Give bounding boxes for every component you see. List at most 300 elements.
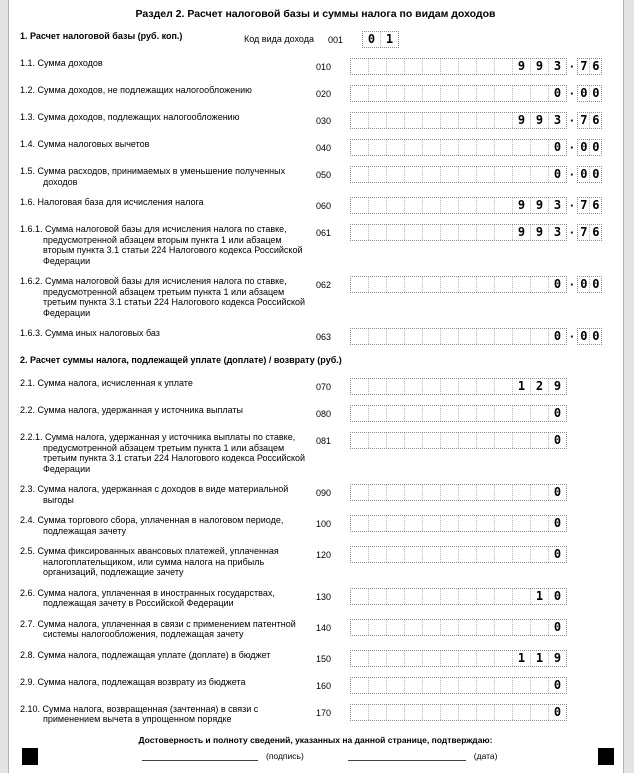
digit-cell <box>441 140 459 155</box>
digit-cell: 9 <box>531 59 549 74</box>
amount-field-rubles[interactable] <box>350 166 567 183</box>
value-wrap <box>350 166 602 183</box>
digit-cell: 0 <box>553 485 562 499</box>
signature-label: (подпись) <box>266 750 304 761</box>
digit-cell: 1 <box>513 651 531 666</box>
digit-cell <box>405 140 423 155</box>
digit-cell <box>441 485 459 500</box>
value-wrap <box>362 31 399 48</box>
row-label: 1.3. Сумма доходов, подлежащих налогообложению <box>20 112 240 122</box>
digit-cell <box>513 86 531 101</box>
digit-cell: 3 <box>553 113 562 127</box>
digit-cell <box>441 406 459 421</box>
digit-cell <box>513 406 531 421</box>
digit-cell <box>405 59 423 74</box>
digit-cell <box>495 140 513 155</box>
field-code: 061 <box>316 228 332 238</box>
field-code: 040 <box>316 143 332 153</box>
digit-cell <box>459 651 477 666</box>
digit-cell: 6 <box>592 113 600 127</box>
digit-cell <box>423 651 441 666</box>
value-wrap <box>350 328 602 345</box>
digit-cell <box>495 59 513 74</box>
digit-cell <box>531 86 549 101</box>
amount-field-rubles[interactable] <box>350 58 567 75</box>
digit-cell: 0 <box>553 677 562 692</box>
amount-field-rubles[interactable] <box>350 588 567 605</box>
page-edge-left <box>0 0 9 773</box>
value-wrap <box>350 224 602 241</box>
amount-field-rubles[interactable] <box>350 276 567 293</box>
form-row <box>9 276 622 318</box>
digit-cell <box>369 433 387 448</box>
row-label: 2.10. Сумма налога, возвращенная (зачтенная) в связи с применением вычета в упрощенном порядке <box>20 703 259 724</box>
amount-field-kopecks[interactable] <box>577 224 602 241</box>
field-code: 140 <box>316 622 332 633</box>
digit-cell: 0 <box>553 516 562 530</box>
digit-cell <box>495 113 513 128</box>
row-label: 1.6.2. Сумма налоговой базы для исчисления налога по ставке, предусмотренной абзацем третьим пункта 1 или абзацем третьим пункта 3.1 статьи 224 Налогового кодекса Российской Федерации <box>20 276 306 318</box>
digit-cell <box>441 329 459 344</box>
form-row <box>9 328 622 345</box>
digit-cell <box>477 651 495 666</box>
digit-cell <box>351 678 369 693</box>
digit-cell: 9 <box>531 113 549 128</box>
amount-field-rubles[interactable] <box>350 704 567 721</box>
digit-cell <box>351 485 369 500</box>
digit-cell: 1 <box>385 32 394 46</box>
digit-cell <box>387 485 405 500</box>
digit-cell <box>477 589 495 604</box>
digit-cell <box>531 277 549 292</box>
digit-cell <box>405 277 423 292</box>
row-label: 2.7. Сумма налога, уплаченная в связи с применением патентной системы налогообложения, подлежащая зачету <box>20 618 296 639</box>
digit-cell <box>531 485 549 500</box>
registration-mark-bottom-left <box>22 748 38 765</box>
digit-cell <box>405 406 423 421</box>
decimal-separator: · <box>570 140 575 155</box>
amount-field-rubles[interactable] <box>350 405 567 422</box>
digit-cell <box>477 547 495 562</box>
digit-cell <box>369 140 387 155</box>
digit-cell <box>495 167 513 182</box>
digit-cell <box>531 678 549 693</box>
digit-cell <box>477 59 495 74</box>
value-wrap <box>350 677 567 694</box>
decimal-separator: · <box>570 59 575 74</box>
digit-cell: 9 <box>513 225 531 240</box>
value-wrap <box>350 85 602 102</box>
digit-cell <box>477 516 495 531</box>
digit-cell <box>423 198 441 213</box>
digit-cell <box>369 59 387 74</box>
digit-cell: 0 <box>578 167 590 182</box>
amount-field-rubles[interactable] <box>350 546 567 563</box>
digit-cell <box>495 516 513 531</box>
row-label: 2.2.1. Сумма налога, удержанная у источника выплаты по ставке, предусмотренной абзацем третьим пункта 1 или абзацем третьим пункта 3.1 статьи 224 Налогового кодекса Российской Федерации <box>20 432 306 474</box>
digit-cell <box>531 516 549 531</box>
digit-cell <box>531 433 549 448</box>
digit-cell <box>513 485 531 500</box>
digit-cell <box>423 406 441 421</box>
field-code: 081 <box>316 436 332 446</box>
income-code-label: Код вида дохода <box>244 34 314 44</box>
value-wrap <box>350 515 567 532</box>
value-wrap <box>350 139 602 156</box>
form-row <box>9 166 622 187</box>
digit-cell <box>423 516 441 531</box>
digit-cell: 7 <box>578 225 590 240</box>
digit-cell: 9 <box>553 379 562 393</box>
digit-cell <box>459 86 477 101</box>
digit-cell <box>495 433 513 448</box>
digit-cell <box>405 705 423 720</box>
digit-cell <box>369 589 387 604</box>
digit-cell <box>387 225 405 240</box>
value-wrap <box>350 112 602 129</box>
digit-cell <box>513 167 531 182</box>
digit-cell <box>387 167 405 182</box>
form-row <box>9 378 622 395</box>
digit-cell: 7 <box>578 198 590 213</box>
digit-cell: 1 <box>531 589 549 604</box>
digit-cell <box>405 86 423 101</box>
digit-cell <box>387 277 405 292</box>
digit-cell <box>441 198 459 213</box>
digit-cell <box>369 485 387 500</box>
field-code: 050 <box>316 170 332 180</box>
digit-cell <box>459 167 477 182</box>
amount-field-kopecks[interactable] <box>577 197 602 214</box>
digit-cell <box>351 59 369 74</box>
digit-cell <box>459 379 477 394</box>
digit-cell <box>387 406 405 421</box>
row-label: 2.8. Сумма налога, подлежащая уплате (доплате) в бюджет <box>20 649 271 660</box>
digit-cell <box>351 705 369 720</box>
digit-cell <box>423 620 441 635</box>
section1-rows <box>9 58 622 345</box>
digit-cell: 0 <box>592 140 600 154</box>
digit-cell: 0 <box>592 86 600 100</box>
form-row <box>9 677 622 694</box>
field-code: 160 <box>316 680 332 691</box>
field-code: 062 <box>316 280 332 290</box>
digit-cell: 9 <box>531 198 549 213</box>
digit-cell <box>351 589 369 604</box>
digit-cell: 0 <box>578 277 590 292</box>
digit-cell <box>477 406 495 421</box>
digit-cell <box>477 379 495 394</box>
form-row <box>9 546 622 578</box>
digit-cell <box>495 277 513 292</box>
amount-field-rubles[interactable] <box>350 432 567 449</box>
digit-cell: 0 <box>578 86 590 101</box>
digit-cell <box>423 547 441 562</box>
digit-cell <box>423 589 441 604</box>
field-code: 030 <box>316 116 332 126</box>
digit-cell <box>351 140 369 155</box>
digit-cell <box>495 225 513 240</box>
digit-cell: 9 <box>513 113 531 128</box>
digit-cell <box>441 379 459 394</box>
row-label: 2.1. Сумма налога, исчисленная к уплате <box>20 378 193 388</box>
digit-cell <box>477 433 495 448</box>
amount-field-rubles[interactable] <box>350 515 567 532</box>
digit-cell <box>369 705 387 720</box>
digit-cell <box>387 329 405 344</box>
digit-cell <box>531 167 549 182</box>
digit-cell <box>351 198 369 213</box>
digit-cell: 9 <box>513 198 531 213</box>
digit-cell <box>441 167 459 182</box>
row-label: 2.3. Сумма налога, удержанная с доходов в виде материальной выгоды <box>20 484 289 505</box>
amount-field-rubles[interactable] <box>350 378 567 395</box>
form-row <box>9 85 622 102</box>
amount-field-rubles[interactable] <box>350 112 567 129</box>
digit-cell <box>459 485 477 500</box>
digit-cell <box>351 406 369 421</box>
digit-cell <box>477 620 495 635</box>
amount-field-rubles[interactable] <box>350 197 567 214</box>
decimal-separator: · <box>570 329 575 344</box>
digit-cell <box>441 86 459 101</box>
digit-cell <box>387 547 405 562</box>
section1-heading: 1. Расчет налоговой базы (руб. коп.) <box>20 31 183 41</box>
digit-cell <box>531 547 549 562</box>
amount-field-kopecks[interactable] <box>577 166 602 183</box>
digit-cell <box>405 329 423 344</box>
value-wrap <box>350 197 602 214</box>
row-label: 1.5. Сумма расходов, принимаемых в уменьшение полученных доходов <box>20 166 286 187</box>
digit-cell <box>459 516 477 531</box>
digit-cell <box>459 433 477 448</box>
digit-cell <box>423 678 441 693</box>
digit-cell <box>441 225 459 240</box>
value-wrap <box>350 405 567 422</box>
digit-cell: 0 <box>592 277 600 291</box>
section2-rows <box>9 378 622 725</box>
value-wrap <box>350 484 567 501</box>
digit-cell <box>477 225 495 240</box>
digit-cell <box>459 705 477 720</box>
digit-cell <box>441 678 459 693</box>
form-row <box>9 58 622 75</box>
amount-field-rubles[interactable] <box>350 484 567 501</box>
digit-cell <box>495 589 513 604</box>
digit-cell <box>405 113 423 128</box>
digit-cell <box>459 225 477 240</box>
digit-cell <box>369 651 387 666</box>
form-row <box>9 650 622 667</box>
digit-cell: 0 <box>553 433 562 447</box>
digit-cell <box>459 678 477 693</box>
digit-cell <box>495 86 513 101</box>
digit-cell <box>477 113 495 128</box>
digit-cell <box>423 167 441 182</box>
digit-cell <box>387 379 405 394</box>
digit-cell <box>351 113 369 128</box>
digit-cell <box>423 59 441 74</box>
digit-cell <box>513 277 531 292</box>
digit-cell <box>495 705 513 720</box>
amount-field-kopecks[interactable] <box>577 276 602 293</box>
digit-cell <box>441 516 459 531</box>
value-wrap <box>350 704 567 721</box>
form-row <box>9 224 622 266</box>
digit-cell <box>441 705 459 720</box>
amount-field-kopecks[interactable] <box>577 328 602 345</box>
digit-cell <box>531 140 549 155</box>
digit-cell <box>351 167 369 182</box>
digit-cell: 1 <box>513 379 531 394</box>
digit-cell <box>369 678 387 693</box>
digit-cell: 0 <box>553 704 562 719</box>
page-edge-right <box>623 0 634 773</box>
amount-field-rubles[interactable] <box>350 677 567 694</box>
row-label: 2.4. Сумма торгового сбора, уплаченная в налоговом периоде, подлежащая зачету <box>20 515 284 536</box>
digit-cell: 0 <box>553 547 562 561</box>
digit-cell <box>495 198 513 213</box>
field-code: 120 <box>316 550 332 560</box>
value-wrap <box>350 378 567 395</box>
digit-cell <box>459 277 477 292</box>
field-code: 150 <box>316 653 332 664</box>
digit-cell <box>405 433 423 448</box>
digit-cell: 0 <box>553 86 562 100</box>
amount-field-rubles[interactable] <box>350 139 567 156</box>
value-wrap <box>350 588 567 605</box>
digit-cell <box>477 86 495 101</box>
digit-cell <box>351 651 369 666</box>
digit-cell <box>369 167 387 182</box>
digit-cell: 0 <box>578 140 590 155</box>
digit-cell <box>477 277 495 292</box>
digit-cell: 0 <box>553 406 562 420</box>
digit-cell: 7 <box>578 113 590 128</box>
digit-cell: 0 <box>553 277 562 291</box>
decimal-separator: · <box>570 86 575 101</box>
value-wrap <box>350 276 602 293</box>
tax-form-page <box>9 0 622 773</box>
digit-cell: 3 <box>553 198 562 212</box>
digit-cell: 0 <box>578 329 590 344</box>
digit-cell <box>513 620 531 635</box>
date-line <box>348 750 466 761</box>
row-label: 1.6. Налоговая база для исчисления налога <box>20 197 204 207</box>
digit-cell <box>369 516 387 531</box>
row-label: 2.9. Сумма налога, подлежащая возврату из бюджета <box>20 676 246 687</box>
field-code: 130 <box>316 591 332 602</box>
digit-cell: 9 <box>531 225 549 240</box>
digit-cell: 7 <box>578 59 590 74</box>
value-wrap <box>350 432 567 449</box>
digit-cell <box>441 59 459 74</box>
digit-cell <box>459 113 477 128</box>
amount-field-rubles[interactable] <box>350 619 567 636</box>
field-code: 070 <box>316 382 332 392</box>
digit-cell <box>387 198 405 213</box>
digit-cell <box>459 406 477 421</box>
form-row <box>9 515 622 536</box>
digit-cell <box>423 140 441 155</box>
digit-cell <box>405 379 423 394</box>
amount-field-kopecks[interactable] <box>577 139 602 156</box>
value-wrap <box>350 546 567 563</box>
digit-cell <box>351 547 369 562</box>
amount-field-rubles[interactable] <box>350 224 567 241</box>
digit-cell <box>531 705 549 720</box>
value-wrap <box>350 619 567 636</box>
amount-field-rubles[interactable] <box>350 650 567 667</box>
form-row <box>9 704 622 725</box>
digit-cell <box>513 140 531 155</box>
field-code: 020 <box>316 89 332 99</box>
digit-cell <box>459 547 477 562</box>
digit-cell <box>495 329 513 344</box>
digit-cell <box>405 198 423 213</box>
field-code: 100 <box>316 519 332 529</box>
digit-cell <box>441 277 459 292</box>
digit-cell <box>477 167 495 182</box>
form-row <box>9 405 622 422</box>
digit-cell: 2 <box>531 379 549 394</box>
amount-field-rubles[interactable] <box>350 328 567 345</box>
digit-cell <box>477 678 495 693</box>
digit-cell <box>513 547 531 562</box>
income-code-field[interactable] <box>362 31 399 48</box>
field-code: 063 <box>316 332 332 342</box>
digit-cell <box>405 167 423 182</box>
digit-cell: 0 <box>592 167 600 181</box>
decimal-separator: · <box>570 198 575 213</box>
digit-cell <box>423 705 441 720</box>
digit-cell <box>387 433 405 448</box>
digit-cell <box>405 620 423 635</box>
field-code: 170 <box>316 707 332 718</box>
amount-field-rubles[interactable] <box>350 85 567 102</box>
digit-cell <box>351 433 369 448</box>
amount-field-kopecks[interactable] <box>577 85 602 102</box>
digit-cell: 0 <box>553 167 562 181</box>
digit-cell <box>513 516 531 531</box>
digit-cell <box>423 86 441 101</box>
income-code-row <box>9 31 622 48</box>
digit-cell <box>387 59 405 74</box>
digit-cell <box>369 329 387 344</box>
digit-cell <box>369 113 387 128</box>
digit-cell <box>351 620 369 635</box>
form-row <box>9 484 622 505</box>
digit-cell <box>423 277 441 292</box>
digit-cell <box>495 379 513 394</box>
field-code: 060 <box>316 201 332 211</box>
row-label: 2.2. Сумма налога, удержанная у источника выплаты <box>20 405 243 415</box>
digit-cell <box>495 678 513 693</box>
row-label: 2.5. Сумма фиксированных авансовых платежей, уплаченная налогоплательщиком, или сумма налога на прибыль организаций, подлежащие зачету <box>20 546 279 577</box>
form-row <box>9 432 622 474</box>
digit-cell <box>441 547 459 562</box>
field-code-001: 001 <box>328 35 344 45</box>
row-label: 1.6.3. Сумма иных налоговых баз <box>20 328 160 338</box>
digit-cell: 6 <box>592 198 600 212</box>
amount-field-kopecks[interactable] <box>577 58 602 75</box>
digit-cell <box>513 678 531 693</box>
digit-cell <box>423 379 441 394</box>
form-row <box>9 588 622 609</box>
row-label: 2.6. Сумма налога, уплаченная в иностранных государствах, подлежащая зачету в Российской Федерации <box>20 587 275 608</box>
amount-field-kopecks[interactable] <box>577 112 602 129</box>
digit-cell <box>351 86 369 101</box>
